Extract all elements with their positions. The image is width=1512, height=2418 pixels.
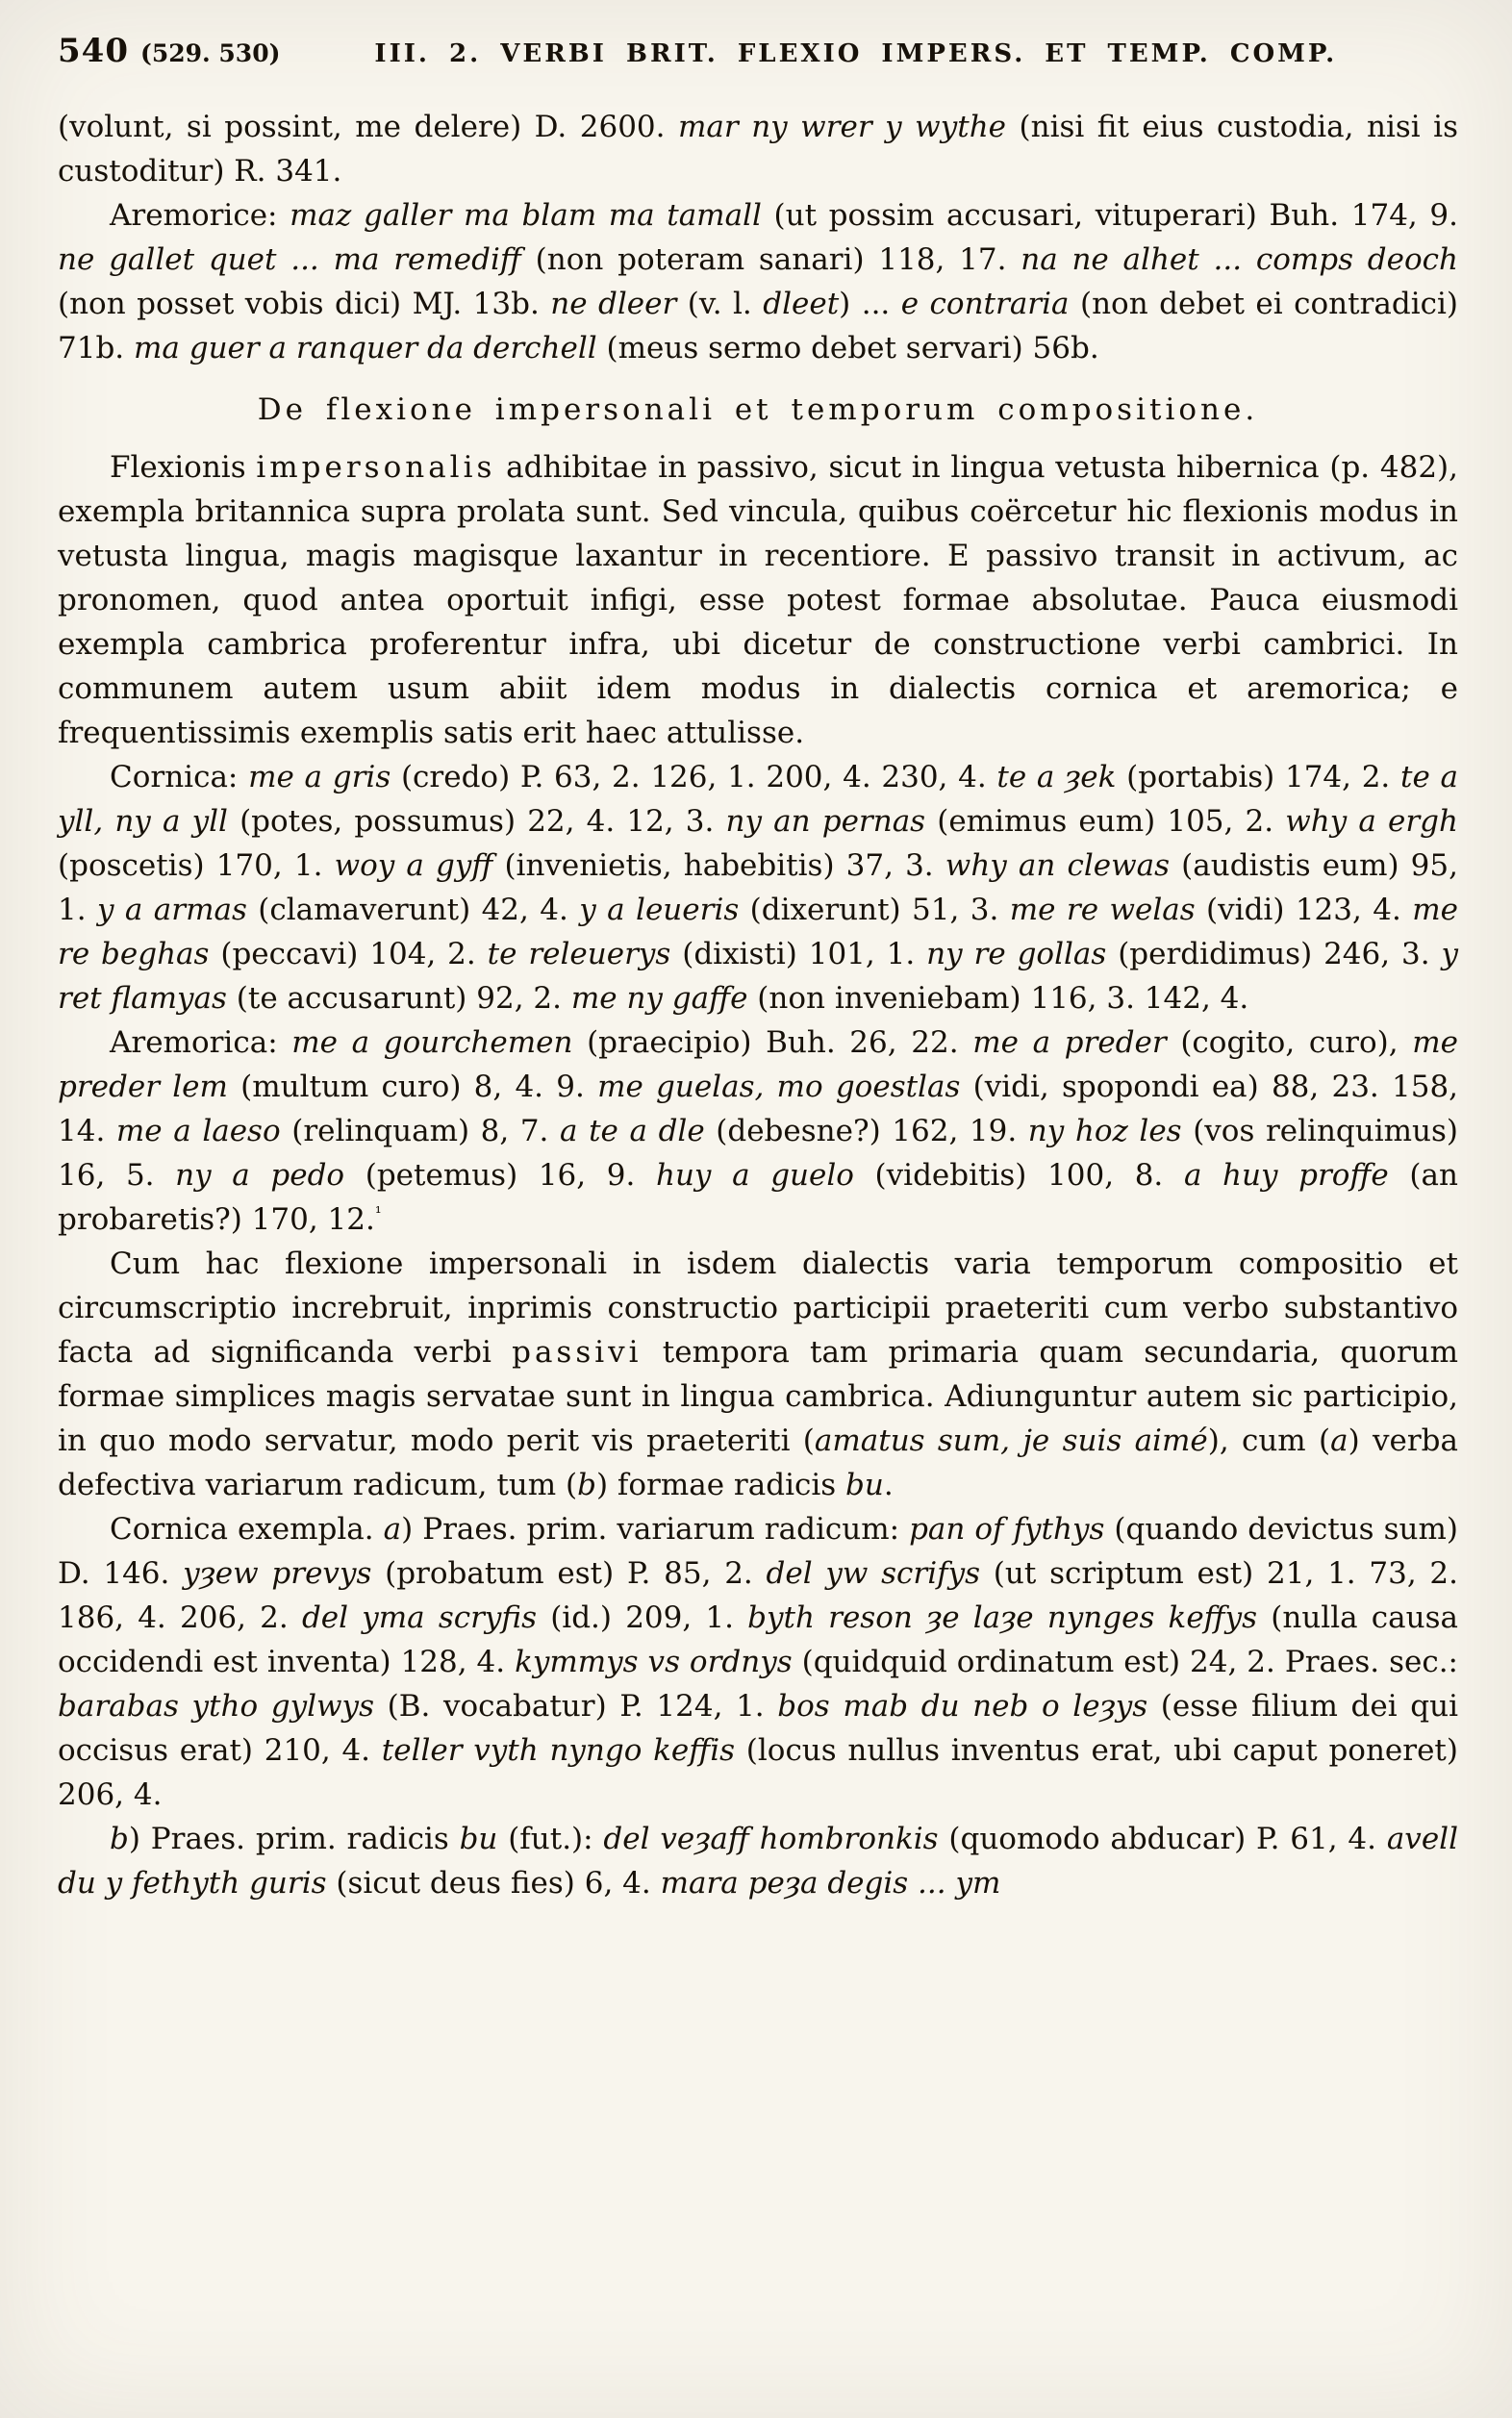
paragraph-aremorica-examples: Aremorica: me a gourchemen (praecipio) Buh. 26, 22. me a preder (cogito, curo), me preder lem (multum curo) 8, 4. 9. me guelas, mo goestlas (vidi, spopondi ea) 88, 23. 158, 14. me a laeso (relinquam) 8, 7. a te a dle (debesne?) 162, 19. ny hoz les (vos relinquimus) 16, 5. ny a pedo (petemus) 16, 9. huy a guelo (videbitis) 100, 8. a huy proffe (an probaretis?) 170, 12.$^{^1}$ bbox=[58, 1025, 1459, 1237]
paragraph-cornica-exempla-a: Cornica exempla. a) Praes. prim. variarum radicum: pan of fythys (quando devictus sum) D. 146. yȝew prevys (probatum est) P. 85, 2. del yw scrifys (ut scriptum est) 21, 1. 73, 2. 186, 4. 206, 2. del yma scryfis (id.) 209, 1. byth reson ȝe laȝe nynges keffys (nulla causa occidendi est inventa) 128, 4. kymmys vs ordnys (quidquid ordinatum est) 24, 2. Praes. sec.: barabas ytho gylwys (B. vocabatur) P. 124, 1. bos mab du neb o leȝys (esse filium dei qui occisus erat) 210, 4. teller vyth nyngo keffis (locus nullus inventus erat, ubi caput poneret) 206, 4. bbox=[58, 1512, 1459, 1812]
page-body bbox=[58, 105, 1458, 1905]
running-title: III. 2. VERBI BRIT. FLEXIO IMPERS. ET TEMP. COMP. bbox=[374, 39, 1338, 68]
page-number: 540 bbox=[58, 32, 129, 70]
section-heading: De flexione impersonali et temporum compositione. bbox=[257, 392, 1259, 427]
paragraph-cum-hac-flexione: Cum hac flexione impersonali in isdem dialectis varia temporum compositio et circumscriptio increbruit, inprimis constructio participii praeteriti cum verbo substantivo facta ad significanda verbi passivi tempora tam primaria quam secundaria, quorum formae simplices magis servatae sunt in lingua cambrica. Adiunguntur autem sic participio, in quo modo servatur, modo perit vis praeteriti (amatus sum, je suis aimé), cum (a) verba defectiva variarum radicum, tum (b) formae radicis bu. bbox=[58, 1247, 1458, 1502]
running-head bbox=[58, 29, 1458, 76]
page-range: (529. 530) bbox=[139, 39, 281, 67]
paragraph-praes-prim-b: b) Praes. prim. radicis bu (fut.): del veȝaff hombronkis (quomodo abducar) P. 61, 4. avell du y fethyth guris (sicut deus fies) 6, 4. mara peȝa degis ... ym bbox=[58, 1822, 1458, 1901]
paragraph-flexionis-impersonalis: Flexionis impersonalis adhibitae in passivo, sicut in lingua vetusta hibernica (p. 482), exempla britannica supra prolata sunt. Sed vincula, quibus coërcetur hic flexionis modus in vetusta lingua, magis magisque laxantur in recentiore. E passivo transit in activum, ac pronomen, quod antea oportuit infigi, esse potest formae absolutae. Pauca eiusmodi exempla cambrica proferentur infra, ubi dicetur de constructione verbi cambrici. In communem autem usum abiit idem modus in dialectis cornica et aremorica; e frequentissimis exemplis satis erit haec attulisse. bbox=[58, 450, 1458, 750]
paragraph-continuation: (volunt, si possint, me delere) D. 2600. mar ny wrer y wythe (nisi fit eius custodia, nisi is custoditur) R. 341. bbox=[58, 110, 1459, 189]
paragraph-aremoric-citations: Aremorice: maz galler ma blam ma tamall (ut possim accusari, vituperari) Buh. 174, 9. ne gallet quet ... ma remediff (non poteram sanari) 118, 17. na ne alhet ... comps deoch (non posset vobis dici) MJ. 13b. ne dleer (v. l. dleet) ... e contraria (non debet ei contradici) 71b. ma guer a ranquer da derchell (meus sermo debet servari) 56b. bbox=[58, 198, 1458, 365]
paragraph-cornica-examples: Cornica: me a gris (credo) P. 63, 2. 126, 1. 200, 4. 230, 4. te a ȝek (portabis) 174, 2. te a yll, ny a yll (potes, possumus) 22, 4. 12, 3. ny an pernas (emimus eum) 105, 2. why a ergh (poscetis) 170, 1. woy a gyff (invenietis, habebitis) 37, 3. why an clewas (audistis eum) 95, 1. y a armas (clamaverunt) 42, 4. y a leueris (dixerunt) 51, 3. me re welas (vidi) 123, 4. me re beghas (peccavi) 104, 2. te releuerys (dixisti) 101, 1. ny re gollas (perdidimus) 246, 3. y ret flamyas (te accusarunt) 92, 2. me ny gaffe (non inveniebam) 116, 3. 142, 4. bbox=[58, 760, 1458, 1016]
